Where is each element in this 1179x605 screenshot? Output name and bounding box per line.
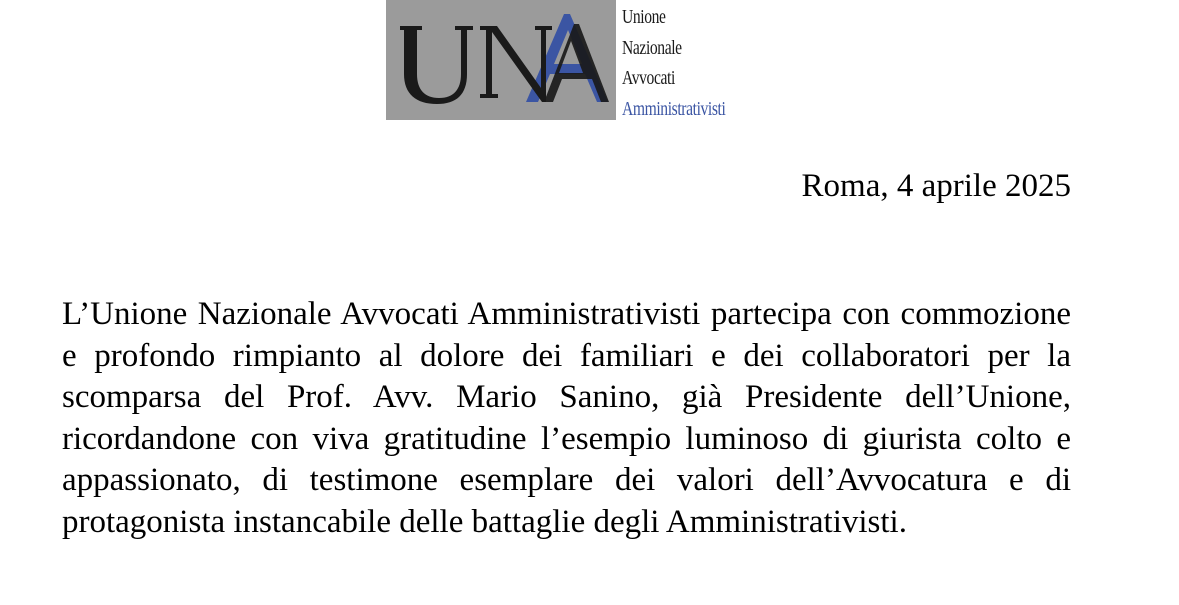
- logo-emblem: [386, 0, 616, 120]
- una-logo-mark: [386, 0, 616, 120]
- logo-line-avvocati: Avvocati: [622, 67, 675, 89]
- logo-letter-u: [400, 26, 473, 104]
- document-date: Roma, 4 aprile 2025: [801, 168, 1071, 204]
- logo-line-nazionale: Nazionale: [622, 36, 682, 59]
- condolence-paragraph: L’Unione Nazionale Avvocati Amministrativisti partecipa con commozione e profondo rimpianto al dolore dei familiari e dei collaboratori per la scomparsa del Prof. Avv. Mario Sanino, già Presidente dell’Unione, ricordandone con viva gratitudine l’esempio luminoso di giurista colto e appassionato, di testimone esemplare dei valori dell’Avvocatura e di protagonista instancabile delle battaglie degli Amministrativisti.: [62, 296, 1071, 540]
- logo-letter-n: [480, 26, 552, 102]
- logo-line-amministrativisti: Amministrativisti: [622, 97, 726, 120]
- logo-wordmark: [622, 2, 726, 124]
- una-logo: [386, 0, 750, 120]
- logo-line-unione: Unione: [622, 6, 666, 28]
